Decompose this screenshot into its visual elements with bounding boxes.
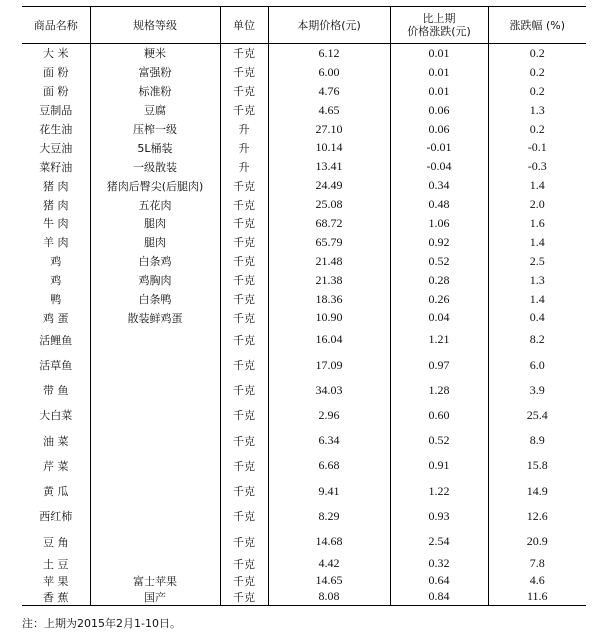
cell-unit: 千克 bbox=[220, 504, 268, 529]
cell-name: 带 鱼 bbox=[43, 384, 69, 398]
cell-price: 6.00 bbox=[268, 63, 390, 82]
header-change bbox=[390, 7, 488, 44]
cell-price: 4.65 bbox=[268, 101, 390, 120]
cell-change: 1.21 bbox=[390, 327, 488, 352]
table-row bbox=[22, 479, 586, 504]
table-row bbox=[22, 138, 586, 157]
cell-unit: 千克 bbox=[220, 403, 268, 428]
header-change-line1: 比上期 bbox=[422, 12, 456, 25]
cell-change: -0.04 bbox=[390, 157, 488, 176]
cell-name: 豆制品 bbox=[39, 104, 73, 118]
table-row bbox=[22, 63, 586, 82]
cell-spec bbox=[90, 453, 220, 478]
header-price: 本期价格(元) bbox=[268, 7, 390, 44]
cell-unit: 升 bbox=[220, 138, 268, 157]
cell-price: 10.14 bbox=[268, 138, 390, 157]
table-row bbox=[22, 308, 586, 327]
cell-price: 4.42 bbox=[268, 554, 390, 573]
cell-unit: 千克 bbox=[220, 554, 268, 573]
table-row bbox=[22, 214, 586, 233]
cell-price: 2.96 bbox=[268, 403, 390, 428]
cell-change: 0.01 bbox=[390, 63, 488, 82]
cell-name: 猪 肉 bbox=[43, 179, 69, 193]
cell-spec: 白条鸭 bbox=[90, 290, 220, 309]
cell-spec: 5L桶装 bbox=[90, 138, 220, 157]
cell-pct: -0.3 bbox=[488, 157, 586, 176]
cell-pct: 20.9 bbox=[488, 529, 586, 554]
cell-change: 0.06 bbox=[390, 120, 488, 139]
cell-unit: 千克 bbox=[220, 308, 268, 327]
cell-price: 6.34 bbox=[268, 428, 390, 453]
table-row bbox=[22, 428, 586, 453]
footnote: 注：上期为2015年2月1-10日。 bbox=[22, 617, 181, 630]
cell-pct: -0.1 bbox=[488, 138, 586, 157]
cell-pct: 11.6 bbox=[488, 589, 586, 606]
price-table bbox=[22, 6, 586, 606]
cell-name: 鸡 蛋 bbox=[43, 311, 69, 325]
header-change-line2: 价格涨跌(元) bbox=[407, 25, 471, 38]
table-body bbox=[22, 44, 586, 606]
cell-unit: 千克 bbox=[220, 44, 268, 63]
cell-price: 9.41 bbox=[268, 479, 390, 504]
cell-name: 香 蕉 bbox=[22, 589, 90, 606]
table-row bbox=[22, 529, 586, 554]
table-row bbox=[22, 82, 586, 101]
cell-change: 0.04 bbox=[390, 308, 488, 327]
cell-price: 10.90 bbox=[268, 308, 390, 327]
cell-pct: 3.9 bbox=[488, 378, 586, 403]
cell-pct: 1.3 bbox=[488, 271, 586, 290]
cell-spec: 压榨一级 bbox=[90, 120, 220, 139]
cell-name: 鸭 bbox=[50, 293, 62, 307]
cell-change: -0.01 bbox=[390, 138, 488, 157]
cell-unit: 千克 bbox=[220, 233, 268, 252]
cell-unit: 千克 bbox=[220, 214, 268, 233]
cell-pct: 1.4 bbox=[488, 176, 586, 195]
cell-spec bbox=[90, 554, 220, 573]
cell-unit: 千克 bbox=[220, 101, 268, 120]
cell-change: 0.52 bbox=[390, 252, 488, 271]
cell-price: 17.09 bbox=[268, 352, 390, 377]
cell-price: 8.29 bbox=[268, 504, 390, 529]
cell-change: 0.01 bbox=[390, 44, 488, 63]
cell-name: 活鲤鱼 bbox=[39, 333, 73, 347]
cell-spec bbox=[90, 504, 220, 529]
cell-pct: 1.4 bbox=[488, 233, 586, 252]
cell-unit: 千克 bbox=[220, 428, 268, 453]
cell-name: 花生油 bbox=[39, 123, 73, 136]
cell-change: 1.22 bbox=[390, 479, 488, 504]
cell-name: 豆 角 bbox=[43, 535, 69, 549]
cell-name: 西红柿 bbox=[39, 510, 73, 524]
table-row bbox=[22, 352, 586, 377]
cell-spec: 豆腐 bbox=[90, 101, 220, 120]
cell-pct: 6.0 bbox=[488, 352, 586, 377]
cell-change: 1.06 bbox=[390, 214, 488, 233]
cell-price: 24.49 bbox=[268, 176, 390, 195]
header-pct: 涨跌幅 (%) bbox=[488, 7, 586, 44]
cell-spec bbox=[90, 428, 220, 453]
cell-name: 黄 瓜 bbox=[43, 485, 69, 499]
cell-price: 14.68 bbox=[268, 529, 390, 554]
cell-name: 鸡 bbox=[50, 274, 62, 288]
table-row bbox=[22, 157, 586, 176]
cell-unit: 千克 bbox=[220, 573, 268, 589]
cell-spec: 富士苹果 bbox=[90, 573, 220, 589]
cell-price: 6.68 bbox=[268, 453, 390, 478]
cell-spec bbox=[90, 378, 220, 403]
header-spec: 规格等级 bbox=[90, 7, 220, 44]
cell-pct: 7.8 bbox=[488, 554, 586, 573]
cell-pct: 2.5 bbox=[488, 252, 586, 271]
cell-spec: 一级散装 bbox=[90, 157, 220, 176]
cell-pct: 0.2 bbox=[488, 63, 586, 82]
cell-name: 大豆油 bbox=[39, 141, 73, 155]
cell-name: 鸡 bbox=[50, 255, 62, 269]
cell-spec bbox=[90, 479, 220, 504]
cell-spec: 猪肉后臀尖(后腿肉) bbox=[90, 176, 220, 195]
cell-pct: 15.8 bbox=[488, 453, 586, 478]
cell-price: 14.65 bbox=[268, 573, 390, 589]
cell-spec bbox=[90, 352, 220, 377]
cell-pct: 0.2 bbox=[488, 44, 586, 63]
table-row bbox=[22, 378, 586, 403]
cell-pct: 1.4 bbox=[488, 290, 586, 309]
cell-spec bbox=[90, 403, 220, 428]
table-row bbox=[22, 554, 586, 573]
cell-change: 0.91 bbox=[390, 453, 488, 478]
cell-change: 0.01 bbox=[390, 82, 488, 101]
cell-price: 27.10 bbox=[268, 120, 390, 139]
cell-spec: 腿肉 bbox=[90, 233, 220, 252]
cell-change: 0.64 bbox=[390, 573, 488, 589]
cell-change: 0.26 bbox=[390, 290, 488, 309]
cell-change: 0.32 bbox=[390, 554, 488, 573]
cell-unit: 千克 bbox=[220, 195, 268, 214]
cell-name: 油 菜 bbox=[43, 434, 69, 448]
cell-unit: 千克 bbox=[220, 453, 268, 478]
cell-unit: 千克 bbox=[220, 63, 268, 82]
cell-change: 0.52 bbox=[390, 428, 488, 453]
cell-change: 0.60 bbox=[390, 403, 488, 428]
cell-unit: 千克 bbox=[220, 378, 268, 403]
cell-unit: 升 bbox=[220, 120, 268, 139]
cell-name: 活草鱼 bbox=[39, 359, 73, 372]
cell-change: 0.48 bbox=[390, 195, 488, 214]
cell-change: 0.92 bbox=[390, 233, 488, 252]
cell-name: 菜籽油 bbox=[39, 160, 73, 174]
cell-unit: 千克 bbox=[220, 529, 268, 554]
cell-unit: 千克 bbox=[220, 327, 268, 352]
cell-name: 猪 肉 bbox=[43, 198, 69, 212]
cell-price: 16.04 bbox=[268, 327, 390, 352]
cell-pct: 1.6 bbox=[488, 214, 586, 233]
table-row bbox=[22, 504, 586, 529]
table-row bbox=[22, 120, 586, 139]
cell-change: 0.28 bbox=[390, 271, 488, 290]
table-row bbox=[22, 176, 586, 195]
cell-name: 芹 菜 bbox=[43, 459, 69, 473]
cell-spec: 粳米 bbox=[90, 44, 220, 63]
cell-pct: 0.2 bbox=[488, 120, 586, 139]
cell-unit: 千克 bbox=[220, 479, 268, 504]
cell-price: 8.08 bbox=[268, 589, 390, 606]
cell-price: 21.48 bbox=[268, 252, 390, 271]
cell-spec: 腿肉 bbox=[90, 214, 220, 233]
table-row bbox=[22, 101, 586, 120]
cell-change: 0.97 bbox=[390, 352, 488, 377]
cell-price: 65.79 bbox=[268, 233, 390, 252]
table-row bbox=[22, 403, 586, 428]
table-row bbox=[22, 453, 586, 478]
cell-price: 34.03 bbox=[268, 378, 390, 403]
cell-spec: 散装鲜鸡蛋 bbox=[90, 308, 220, 327]
cell-pct: 12.6 bbox=[488, 504, 586, 529]
table-row bbox=[22, 327, 586, 352]
cell-name: 面 粉 bbox=[43, 66, 69, 80]
cell-price: 4.76 bbox=[268, 82, 390, 101]
cell-change: 2.54 bbox=[390, 529, 488, 554]
cell-change: 0.06 bbox=[390, 101, 488, 120]
cell-name: 苹 果 bbox=[43, 574, 69, 588]
table-row bbox=[22, 44, 586, 63]
cell-price: 13.41 bbox=[268, 157, 390, 176]
cell-pct: 8.9 bbox=[488, 428, 586, 453]
cell-price: 18.36 bbox=[268, 290, 390, 309]
cell-unit: 千克 bbox=[220, 252, 268, 271]
cell-unit: 升 bbox=[220, 157, 268, 176]
table-row bbox=[22, 195, 586, 214]
cell-pct: 25.4 bbox=[488, 403, 586, 428]
cell-unit: 千克 bbox=[220, 589, 268, 606]
cell-price: 25.08 bbox=[268, 195, 390, 214]
table-row bbox=[22, 290, 586, 309]
cell-price: 21.38 bbox=[268, 271, 390, 290]
cell-pct: 2.0 bbox=[488, 195, 586, 214]
cell-name: 牛 肉 bbox=[43, 217, 69, 231]
cell-price: 6.12 bbox=[268, 44, 390, 63]
cell-pct: 0.4 bbox=[488, 308, 586, 327]
table-row bbox=[22, 271, 586, 290]
cell-name: 土 豆 bbox=[43, 557, 69, 571]
cell-unit: 千克 bbox=[220, 352, 268, 377]
cell-pct: 0.2 bbox=[488, 82, 586, 101]
header-name: 商品名称 bbox=[22, 7, 90, 44]
cell-spec: 国产 bbox=[90, 589, 220, 606]
cell-unit: 千克 bbox=[220, 271, 268, 290]
cell-unit: 千克 bbox=[220, 176, 268, 195]
cell-change: 1.28 bbox=[390, 378, 488, 403]
cell-pct: 4.6 bbox=[488, 573, 586, 589]
cell-pct: 1.3 bbox=[488, 101, 586, 120]
cell-spec: 标准粉 bbox=[90, 82, 220, 101]
cell-spec bbox=[90, 327, 220, 352]
table-row bbox=[22, 233, 586, 252]
table-row bbox=[22, 252, 586, 271]
cell-pct: 8.2 bbox=[488, 327, 586, 352]
cell-price: 68.72 bbox=[268, 214, 390, 233]
cell-name: 羊 肉 bbox=[43, 236, 69, 250]
cell-spec: 白条鸡 bbox=[90, 252, 220, 271]
cell-spec: 鸡胸肉 bbox=[90, 271, 220, 290]
cell-name: 大白菜 bbox=[39, 409, 73, 423]
header-row bbox=[22, 7, 586, 44]
cell-spec: 富强粉 bbox=[90, 63, 220, 82]
cell-change: 0.34 bbox=[390, 176, 488, 195]
cell-pct: 14.9 bbox=[488, 479, 586, 504]
cell-name: 面 粉 bbox=[43, 85, 69, 99]
table-row bbox=[22, 573, 586, 589]
cell-spec bbox=[90, 529, 220, 554]
cell-change: 0.84 bbox=[390, 589, 488, 606]
cell-change: 0.93 bbox=[390, 504, 488, 529]
cell-spec: 五花肉 bbox=[90, 195, 220, 214]
table-row bbox=[22, 589, 586, 606]
cell-name: 大 米 bbox=[43, 47, 69, 61]
header-unit: 单位 bbox=[220, 7, 268, 44]
cell-unit: 千克 bbox=[220, 290, 268, 309]
cell-unit: 千克 bbox=[220, 82, 268, 101]
